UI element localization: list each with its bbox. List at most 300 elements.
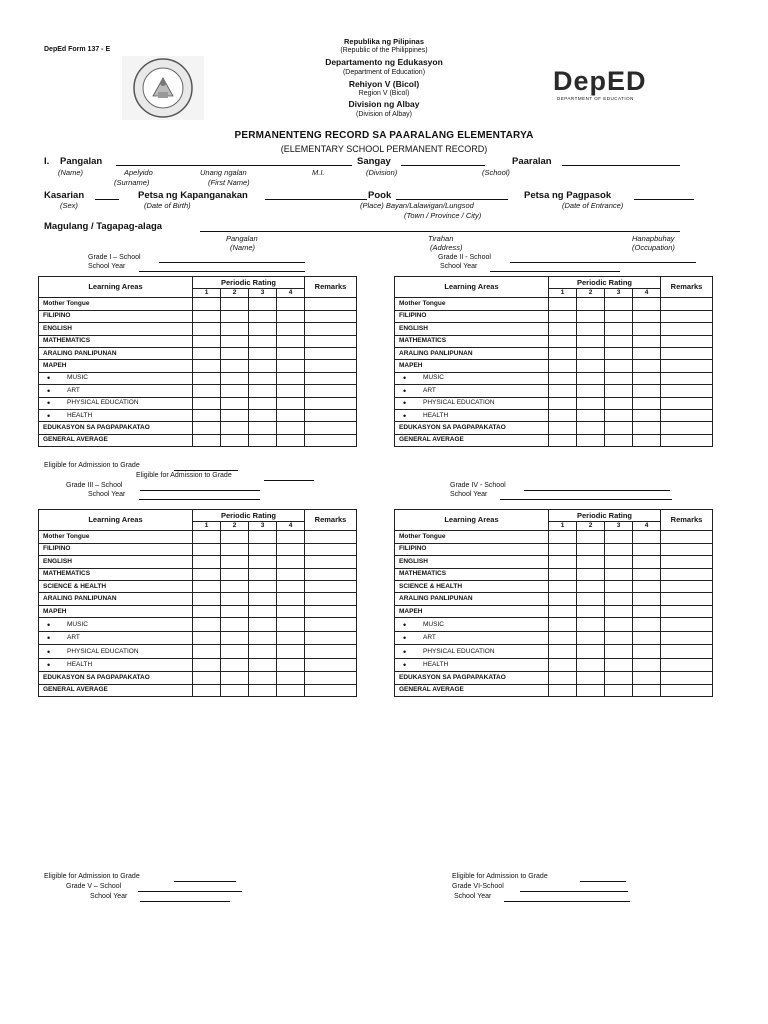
rating-cell[interactable] (633, 298, 661, 310)
rating-cell[interactable] (193, 658, 221, 672)
kasarian-field[interactable] (95, 199, 119, 200)
table-row (39, 645, 357, 659)
remarks-cell[interactable] (305, 580, 357, 592)
rating-cell[interactable] (277, 618, 305, 632)
rating-cell[interactable] (193, 556, 221, 568)
rating-cell[interactable] (221, 323, 249, 335)
rating-cell[interactable] (221, 605, 249, 618)
rating-cell[interactable] (249, 385, 277, 397)
rating-cell[interactable] (221, 360, 249, 372)
rating-cell[interactable] (277, 568, 305, 580)
rating-cell[interactable] (577, 360, 605, 372)
rating-cell[interactable] (633, 397, 661, 409)
remarks-cell[interactable] (305, 335, 357, 347)
rating-cell[interactable] (605, 422, 633, 434)
rating-cell[interactable] (605, 310, 633, 322)
rating-cell[interactable] (221, 645, 249, 659)
rating-cell[interactable] (633, 323, 661, 335)
rating-cell[interactable] (249, 580, 277, 592)
rating-cell[interactable] (549, 335, 577, 347)
rating-cell[interactable] (193, 618, 221, 632)
rating-cell[interactable] (193, 593, 221, 606)
rating-cell[interactable] (221, 422, 249, 434)
eligible-after-g2-field[interactable] (264, 480, 314, 481)
rating-cell[interactable] (221, 372, 249, 384)
rating-cell[interactable] (577, 618, 605, 632)
rating-cell[interactable] (193, 672, 221, 684)
rating-cell[interactable] (605, 568, 633, 580)
rating-cell[interactable] (249, 372, 277, 384)
rating-cell[interactable] (633, 645, 661, 659)
rating-cell[interactable] (577, 385, 605, 397)
remarks-cell[interactable] (661, 658, 713, 672)
rating-cell[interactable] (633, 556, 661, 568)
rating-cell[interactable] (221, 347, 249, 359)
remarks-cell[interactable] (661, 347, 713, 359)
remarks-cell[interactable] (305, 631, 357, 645)
rating-cell[interactable] (577, 422, 605, 434)
subject-label: • MUSIC (395, 618, 549, 632)
rating-cell[interactable] (193, 531, 221, 543)
rating-cell[interactable] (633, 672, 661, 684)
rating-cell[interactable] (549, 631, 577, 645)
rating-cell[interactable] (605, 335, 633, 347)
rating-cell[interactable] (221, 543, 249, 555)
rating-cell[interactable] (193, 434, 221, 446)
remarks-cell[interactable] (661, 310, 713, 322)
remarks-cell[interactable] (305, 310, 357, 322)
rating-cell[interactable] (549, 605, 577, 618)
remarks-cell[interactable] (305, 434, 357, 446)
rating-cell[interactable] (633, 409, 661, 421)
rating-cell[interactable] (249, 434, 277, 446)
remarks-cell[interactable] (661, 556, 713, 568)
rating-cell[interactable] (633, 434, 661, 446)
rating-cell[interactable] (249, 310, 277, 322)
rating-cell[interactable] (277, 580, 305, 592)
rating-cell[interactable] (577, 323, 605, 335)
rating-cell[interactable] (193, 645, 221, 659)
rating-cell[interactable] (605, 556, 633, 568)
tirahan-caption: Tirahan (428, 234, 454, 243)
rating-cell[interactable] (277, 543, 305, 555)
rating-cell[interactable] (277, 422, 305, 434)
rating-cell[interactable] (277, 605, 305, 618)
rating-cell[interactable] (549, 422, 577, 434)
rating-cell[interactable] (277, 434, 305, 446)
rating-cell[interactable] (549, 310, 577, 322)
rating-cell[interactable] (277, 684, 305, 696)
rating-cell[interactable] (605, 360, 633, 372)
rating-cell[interactable] (577, 531, 605, 543)
rating-cell[interactable] (221, 672, 249, 684)
rating-cell[interactable] (249, 335, 277, 347)
rating-cell[interactable] (605, 372, 633, 384)
rating-cell[interactable] (549, 385, 577, 397)
rating-cell[interactable] (577, 397, 605, 409)
rating-cell[interactable] (549, 618, 577, 632)
rating-cell[interactable] (605, 385, 633, 397)
remarks-cell[interactable] (305, 372, 357, 384)
rating-cell[interactable] (277, 310, 305, 322)
grade2-year-field[interactable] (490, 271, 620, 272)
grade6-school-label: Grade VI-School (452, 883, 504, 890)
remarks-cell[interactable] (305, 543, 357, 555)
rating-cell[interactable] (549, 684, 577, 696)
subject-label: EDUKASYON SA PAGPAPAKATAO (395, 422, 549, 434)
pook-field[interactable] (396, 199, 508, 200)
rating-cell[interactable] (221, 580, 249, 592)
table-row (395, 684, 713, 696)
rating-cell[interactable] (193, 323, 221, 335)
rating-cell[interactable] (249, 531, 277, 543)
rating-cell[interactable] (633, 568, 661, 580)
rating-cell[interactable] (221, 631, 249, 645)
rating-cell[interactable] (249, 658, 277, 672)
rating-cell[interactable] (193, 397, 221, 409)
remarks-cell[interactable] (661, 385, 713, 397)
remarks-cell[interactable] (661, 434, 713, 446)
remarks-cell[interactable] (305, 593, 357, 606)
table-row (39, 684, 357, 696)
rating-cell[interactable] (549, 543, 577, 555)
rating-cell[interactable] (577, 684, 605, 696)
rating-cell[interactable] (577, 580, 605, 592)
first-name-caption: (First Name) (208, 178, 250, 187)
rating-cell[interactable] (549, 645, 577, 659)
rating-cell[interactable] (249, 347, 277, 359)
grade5-year-field[interactable] (140, 901, 230, 902)
remarks-cell[interactable] (305, 409, 357, 421)
rating-cell[interactable] (221, 434, 249, 446)
rating-cell[interactable] (277, 385, 305, 397)
rating-cell[interactable] (193, 605, 221, 618)
rating-cell[interactable] (277, 645, 305, 659)
rating-cell[interactable] (277, 335, 305, 347)
paaralan-field[interactable] (562, 165, 680, 166)
rating-cell[interactable] (577, 593, 605, 606)
rating-cell[interactable] (577, 672, 605, 684)
rating-cell[interactable] (577, 298, 605, 310)
rating-cell[interactable] (249, 631, 277, 645)
rating-cell[interactable] (633, 618, 661, 632)
subject-label: • MUSIC (39, 618, 193, 632)
rating-cell[interactable] (605, 658, 633, 672)
rating-cell[interactable] (633, 593, 661, 606)
remarks-cell[interactable] (305, 618, 357, 632)
rating-cell[interactable] (277, 360, 305, 372)
rating-cell[interactable] (249, 409, 277, 421)
rating-cell[interactable] (605, 631, 633, 645)
rating-cell[interactable] (549, 434, 577, 446)
remarks-cell[interactable] (305, 658, 357, 672)
rating-cell[interactable] (249, 593, 277, 606)
magulang-field[interactable] (200, 231, 680, 232)
petsa-kapanganakan-field[interactable] (265, 199, 367, 200)
rating-cell[interactable] (633, 658, 661, 672)
address-caption: (Address) (430, 243, 463, 252)
rating-cell[interactable] (577, 434, 605, 446)
remarks-cell[interactable] (661, 397, 713, 409)
remarks-cell[interactable] (305, 605, 357, 618)
rating-cell[interactable] (193, 543, 221, 555)
rating-cell[interactable] (249, 298, 277, 310)
rating-cell[interactable] (249, 556, 277, 568)
remarks-cell[interactable] (661, 323, 713, 335)
rating-cell[interactable] (277, 593, 305, 606)
remarks-cell[interactable] (305, 684, 357, 696)
subject-label: EDUKASYON SA PAGPAPAKATAO (39, 422, 193, 434)
rating-cell[interactable] (633, 347, 661, 359)
subject-label: SCIENCE & HEALTH (39, 580, 193, 592)
rating-cell[interactable] (633, 372, 661, 384)
rating-cell[interactable] (221, 556, 249, 568)
rating-cell[interactable] (577, 372, 605, 384)
remarks-cell[interactable] (661, 335, 713, 347)
remarks-cell[interactable] (661, 605, 713, 618)
remarks-cell[interactable] (661, 618, 713, 632)
grade3-school-field[interactable] (140, 490, 260, 491)
rating-cell[interactable] (577, 347, 605, 359)
rating-cell[interactable] (277, 323, 305, 335)
rating-cell[interactable] (633, 580, 661, 592)
rating-cell[interactable] (577, 605, 605, 618)
occupation-caption: (Occupation) (632, 243, 675, 252)
sangay-field[interactable] (401, 165, 485, 166)
rating-cell[interactable] (605, 605, 633, 618)
rating-cell[interactable] (221, 335, 249, 347)
remarks-cell[interactable] (661, 593, 713, 606)
rating-cell[interactable] (277, 347, 305, 359)
rating-cell[interactable] (549, 658, 577, 672)
petsa-pagpasok-field[interactable] (634, 199, 694, 200)
rating-cell[interactable] (549, 397, 577, 409)
subject-label: ARALING PANLIPUNAN (395, 347, 549, 359)
rating-cell[interactable] (193, 360, 221, 372)
rating-cell[interactable] (193, 335, 221, 347)
rating-cell[interactable] (605, 409, 633, 421)
rating-cell[interactable] (549, 531, 577, 543)
grade1-school-field[interactable] (159, 262, 305, 263)
rating-cell[interactable] (549, 323, 577, 335)
rating-cell[interactable] (193, 580, 221, 592)
rating-cell[interactable] (633, 631, 661, 645)
rating-cell[interactable] (577, 631, 605, 645)
rating-cell[interactable] (193, 310, 221, 322)
remarks-cell[interactable] (661, 360, 713, 372)
deped-logo (553, 66, 673, 106)
rating-cell[interactable] (577, 568, 605, 580)
remarks-cell[interactable] (661, 645, 713, 659)
rating-cell[interactable] (249, 568, 277, 580)
remarks-cell[interactable] (661, 631, 713, 645)
remarks-cell[interactable] (305, 347, 357, 359)
remarks-cell[interactable] (305, 531, 357, 543)
remarks-cell[interactable] (305, 360, 357, 372)
rating-cell[interactable] (605, 397, 633, 409)
rating-cell[interactable] (193, 298, 221, 310)
grade6-year-field[interactable] (504, 901, 630, 902)
rating-cell[interactable] (633, 360, 661, 372)
quarter-4-header: 4 (633, 289, 661, 298)
rating-cell[interactable] (605, 580, 633, 592)
rating-cell[interactable] (221, 568, 249, 580)
rating-cell[interactable] (221, 397, 249, 409)
rating-cell[interactable] (605, 672, 633, 684)
rating-cell[interactable] (277, 298, 305, 310)
rating-cell[interactable] (605, 323, 633, 335)
rating-cell[interactable] (277, 531, 305, 543)
rating-cell[interactable] (549, 568, 577, 580)
rating-cell[interactable] (193, 684, 221, 696)
table-row (395, 658, 713, 672)
rating-cell[interactable] (249, 397, 277, 409)
parent-name-en-caption: (Name) (230, 243, 256, 252)
rating-cell[interactable] (249, 422, 277, 434)
quarter-1-header: 1 (193, 522, 221, 531)
rating-cell[interactable] (549, 347, 577, 359)
rating-cell[interactable] (577, 645, 605, 659)
rating-cell[interactable] (249, 618, 277, 632)
rating-cell[interactable] (193, 568, 221, 580)
eligible-after-g1-field[interactable] (174, 470, 238, 471)
rating-cell[interactable] (549, 580, 577, 592)
rating-cell[interactable] (221, 385, 249, 397)
remarks-cell[interactable] (661, 531, 713, 543)
remarks-cell[interactable] (661, 409, 713, 421)
remarks-cell[interactable] (661, 422, 713, 434)
rating-cell[interactable] (633, 684, 661, 696)
rating-cell[interactable] (577, 556, 605, 568)
rating-cell[interactable] (277, 556, 305, 568)
rating-cell[interactable] (577, 335, 605, 347)
rating-cell[interactable] (633, 531, 661, 543)
rating-cell[interactable] (249, 672, 277, 684)
remarks-cell[interactable] (661, 298, 713, 310)
rating-cell[interactable] (249, 543, 277, 555)
rating-cell[interactable] (221, 310, 249, 322)
rating-cell[interactable] (221, 593, 249, 606)
rating-cell[interactable] (193, 422, 221, 434)
rating-cell[interactable] (605, 434, 633, 446)
remarks-cell[interactable] (305, 323, 357, 335)
rating-cell[interactable] (549, 372, 577, 384)
rating-cell[interactable] (605, 347, 633, 359)
rating-cell[interactable] (249, 645, 277, 659)
rating-cell[interactable] (193, 385, 221, 397)
subject-label: • ART (395, 631, 549, 645)
rating-cell[interactable] (277, 409, 305, 421)
rating-cell[interactable] (577, 543, 605, 555)
remarks-cell[interactable] (305, 298, 357, 310)
grade3-year-field[interactable] (139, 499, 260, 500)
rating-cell[interactable] (633, 335, 661, 347)
remarks-cell[interactable] (305, 556, 357, 568)
remarks-cell[interactable] (661, 580, 713, 592)
rating-cell[interactable] (549, 360, 577, 372)
rating-cell[interactable] (221, 618, 249, 632)
rating-cell[interactable] (249, 360, 277, 372)
rating-cell[interactable] (249, 323, 277, 335)
rating-cell[interactable] (221, 409, 249, 421)
grade3-school-label: Grade III – School (66, 482, 123, 489)
rating-cell[interactable] (193, 409, 221, 421)
table-row (395, 556, 713, 568)
rating-cell[interactable] (577, 310, 605, 322)
eligible-after-g3-field[interactable] (174, 881, 236, 882)
rating-cell[interactable] (277, 372, 305, 384)
rating-cell[interactable] (221, 298, 249, 310)
rating-cell[interactable] (277, 397, 305, 409)
rating-cell[interactable] (221, 684, 249, 696)
remarks-cell[interactable] (661, 568, 713, 580)
rating-cell[interactable] (277, 631, 305, 645)
rating-cell[interactable] (577, 658, 605, 672)
rating-cell[interactable] (549, 593, 577, 606)
rating-cell[interactable] (193, 631, 221, 645)
rating-cell[interactable] (221, 531, 249, 543)
rating-cell[interactable] (249, 684, 277, 696)
rating-cell[interactable] (605, 531, 633, 543)
grade1-year-field[interactable] (139, 271, 305, 272)
remarks-cell[interactable] (661, 543, 713, 555)
rating-cell[interactable] (549, 409, 577, 421)
grade5-school-field[interactable] (138, 891, 242, 892)
rating-cell[interactable] (605, 618, 633, 632)
rating-cell[interactable] (277, 672, 305, 684)
remarks-cell[interactable] (305, 568, 357, 580)
remarks-cell[interactable] (305, 397, 357, 409)
remarks-cell[interactable] (305, 385, 357, 397)
rating-cell[interactable] (549, 298, 577, 310)
remarks-cell[interactable] (305, 422, 357, 434)
pangalan-field[interactable] (116, 165, 352, 166)
rating-cell[interactable] (605, 593, 633, 606)
rating-cell[interactable] (633, 543, 661, 555)
table-row (395, 323, 713, 335)
rating-cell[interactable] (605, 645, 633, 659)
rating-cell[interactable] (633, 385, 661, 397)
rating-cell[interactable] (605, 684, 633, 696)
remarks-cell[interactable] (661, 684, 713, 696)
rating-cell[interactable] (193, 347, 221, 359)
table-row (39, 360, 357, 372)
remarks-cell[interactable] (305, 645, 357, 659)
grade4-year-field[interactable] (500, 499, 672, 500)
rating-cell[interactable] (577, 409, 605, 421)
grade4-school-field[interactable] (524, 490, 670, 491)
remarks-cell[interactable] (661, 672, 713, 684)
grade2-school-field[interactable] (510, 262, 696, 263)
table-row (395, 360, 713, 372)
rating-cell[interactable] (221, 658, 249, 672)
rating-cell[interactable] (605, 298, 633, 310)
rating-cell[interactable] (249, 605, 277, 618)
grade6-school-field[interactable] (520, 891, 628, 892)
rating-cell[interactable] (633, 605, 661, 618)
subject-label: MATHEMATICS (39, 568, 193, 580)
remarks-cell[interactable] (661, 372, 713, 384)
rating-cell[interactable] (277, 658, 305, 672)
eligible-after-g4-field[interactable] (580, 881, 626, 882)
rating-cell[interactable] (549, 672, 577, 684)
remarks-cell[interactable] (305, 672, 357, 684)
rating-cell[interactable] (605, 543, 633, 555)
rating-cell[interactable] (549, 556, 577, 568)
rating-cell[interactable] (193, 372, 221, 384)
rating-cell[interactable] (633, 310, 661, 322)
rating-cell[interactable] (633, 422, 661, 434)
